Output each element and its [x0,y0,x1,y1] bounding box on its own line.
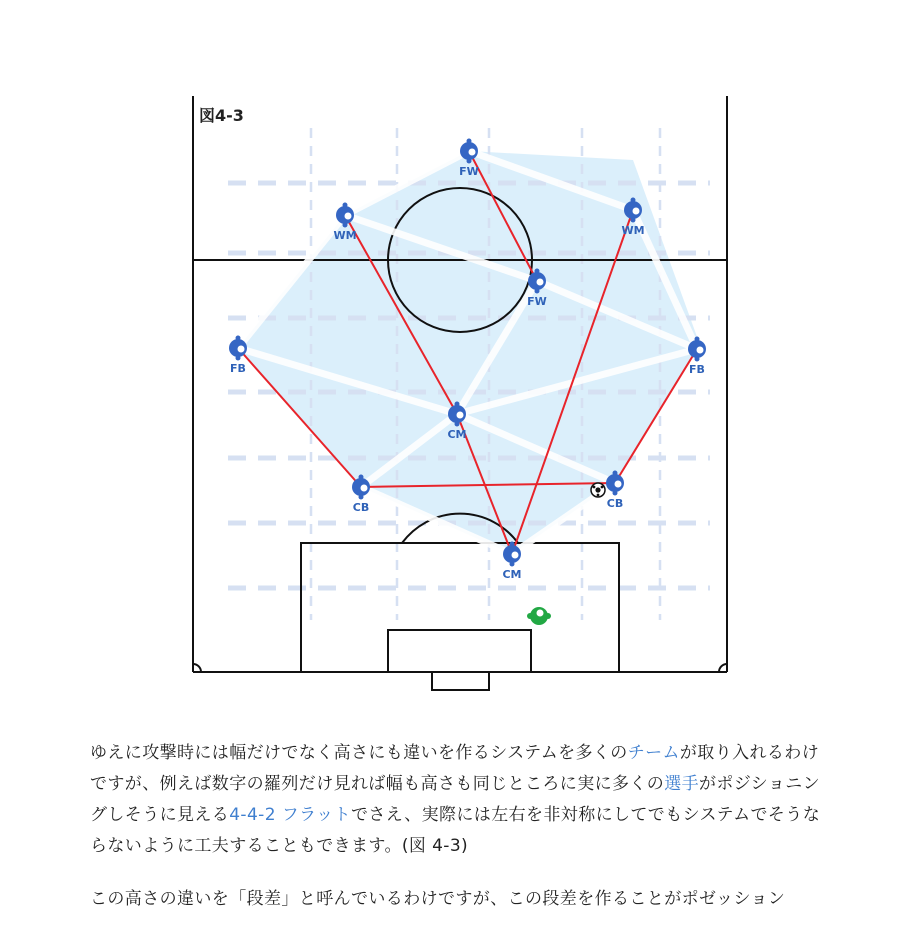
player-label: CM [502,568,522,581]
text: がポジショニングしそうに見える [90,774,821,825]
player-label: WM [333,229,357,242]
player-label: CB [606,497,624,510]
soccer-ball-icon [591,483,605,497]
penalty-box [301,543,619,672]
goal [432,672,489,690]
paragraph-2 [90,884,830,915]
player-label: CM [447,428,467,441]
text: が取り入れるわけですが、例えば数字の羅列だけ見れば幅も高さも同じところに実に多くの [90,743,820,794]
corner-arc-right [719,664,727,672]
corner-arc-left [193,664,201,672]
text: でさえ、実際には左右を非対称にしてでもシステムでそうならないように工夫することもできます。(図 4-3) [90,805,821,856]
paragraph-1 [90,738,830,862]
goalkeeper-icon [527,607,551,625]
text: ゆえに攻撃時には幅だけでなく高さにも違いを作るシステムを多くの [90,743,628,763]
link-player[interactable]: 選手 [664,774,700,794]
player-label: FW [527,295,547,308]
player-label: FW [459,165,479,178]
link-442-flat[interactable]: 4-4-2 フラット [229,805,351,825]
goal-area [388,630,531,672]
player-label: CB [352,501,370,514]
text: この高さの違いを「段差」と呼んでいるわけですが、この段差を作ることがポゼッション [90,889,786,909]
player-label: FB [689,363,705,376]
player-label: WM [621,224,645,237]
link-team[interactable]: チーム [627,743,680,763]
article-body [90,738,830,937]
figure-label: 図4-3 [199,106,244,125]
player-label: FB [230,362,246,375]
